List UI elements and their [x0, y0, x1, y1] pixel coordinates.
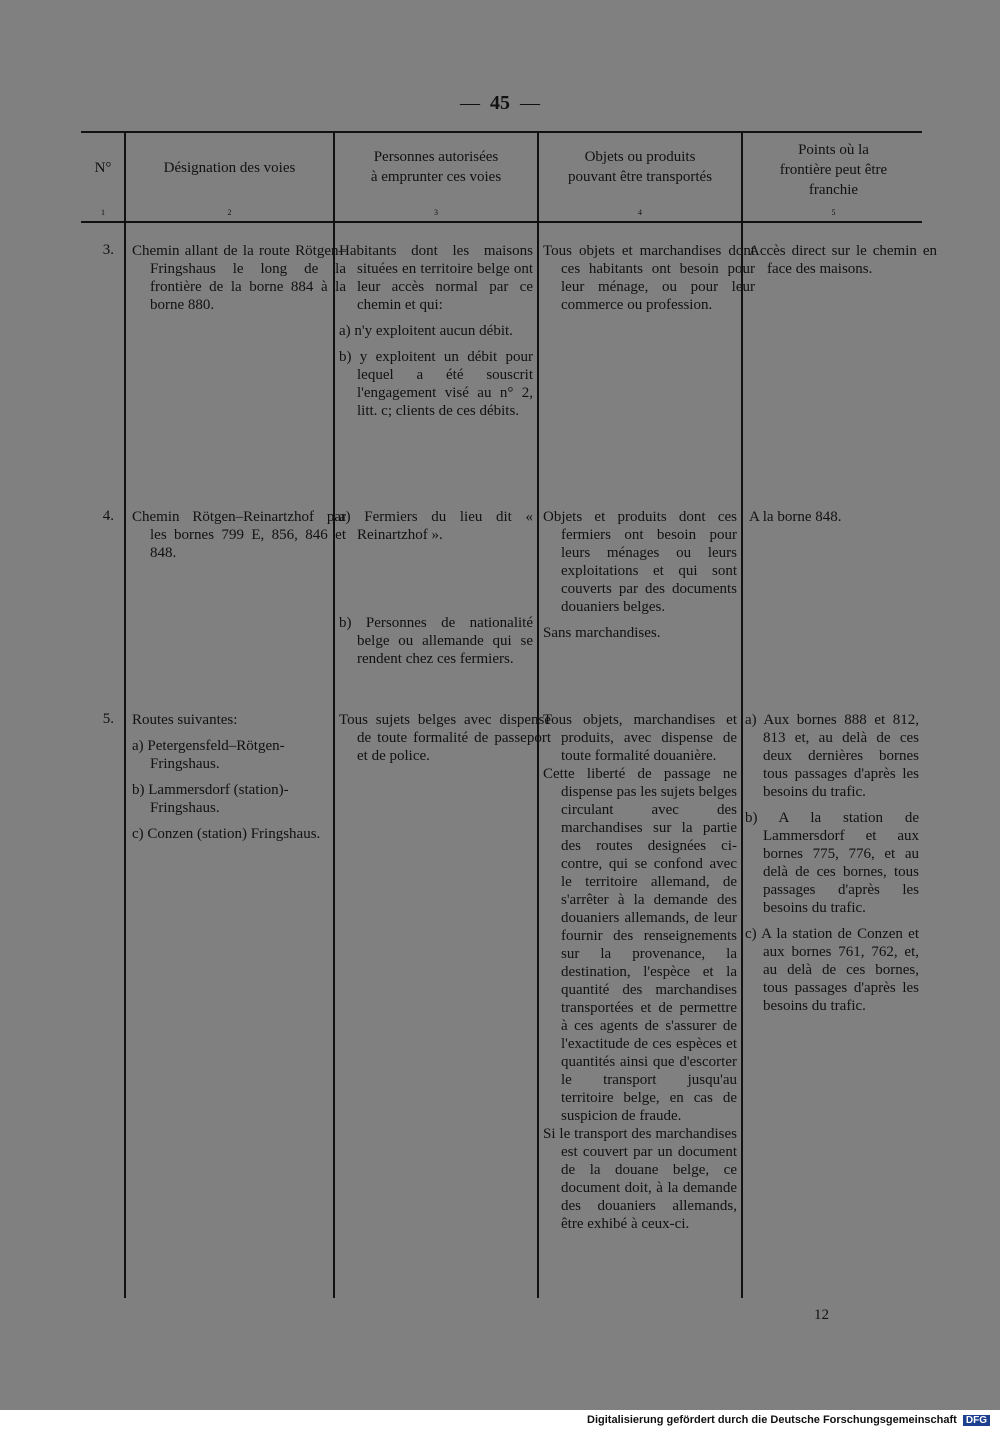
column-number: 2	[227, 208, 232, 217]
authorized-persons: Tous sujets belges avec dispense de toute formalité de passeport et de police.	[339, 712, 551, 764]
table-top-rule	[81, 131, 922, 133]
column-number: 5	[831, 208, 836, 217]
column-number: 4	[638, 208, 642, 217]
authorized-persons: Habitants dont les maisons situées en territoire belge ont leur accès normal par ce chemin et qui: a) n'y exploitent aucun débit. b) y exploitent un débit pour lequel a été souscrit l'engagement visé au n° 2, litt. c; clients de ces débits.	[339, 243, 533, 419]
page-number: — 45 —	[460, 92, 540, 114]
digitization-credit: Digitalisierung gefördert durch die Deutsche Forschungsgemeinschaft DFG	[587, 1414, 990, 1426]
row-number: 5.	[102, 711, 114, 727]
authorized-persons: a) Fermiers du lieu dit « Reinartzhof ». b) Personnes de nationalité belge ou allemande qui se rendent chez ces fermiers.	[339, 509, 533, 667]
header-bottom-rule	[81, 221, 922, 223]
column-divider	[124, 133, 126, 1298]
transportable-objects: Objets et produits dont ces fermiers ont besoin pour leurs ménages ou leurs exploitations et qui sont couverts par des documents douaniers belges. Sans marchandises.	[543, 509, 737, 641]
header-persons: Personnes autorisées à emprunter ces voies	[370, 149, 502, 185]
route-designation: Chemin Rötgen–Reinartzhof par les bornes 799 E, 856, 846 et 848.	[132, 509, 346, 561]
header-number: N°	[94, 160, 112, 176]
signature-number: 12	[814, 1307, 829, 1323]
transportable-objects: Tous objets, marchandises et produits, avec dispense de toute formalité douanière. Cette liberté de passage ne dispense pas les sujets belges circulant avec des marchandises sur la partie des routes designées ci-contre, qui se confond avec le territoire allemand, de s'arrêter à la demande des douaniers allemands, de leur fournir des renseignements sur la provenance, la destination, l'espèce et la quantité des marchandises transportées et de permettre à ces agents de s'assurer de l'exactitude de ces espèces et quantités ainsi que d'escorter le transport jusqu'au territoire belge, en cas de suspicion de fraude. Si le transport des marchandises est couvert par un document de la douane belge, ce document doit, à la demande des douaniers allemands, être exhibé à ceux-ci.	[543, 712, 737, 1232]
header-points: Points où la frontière peut être franchie	[779, 142, 888, 198]
header-objects: Objets ou produits pouvant être transportés	[567, 149, 713, 185]
transportable-objects: Tous objets et marchandises dont ces habitants ont besoin pour leur ménage, ou pour leur commerce ou profession.	[543, 243, 755, 313]
row-number: 3.	[102, 242, 114, 258]
dfg-logo: DFG	[963, 1415, 990, 1426]
crossing-points: Accès direct sur le chemin en face des maisons.	[749, 243, 937, 277]
route-designation: Chemin allant de la route Rötgen–Fringshaus le long de la frontière de la borne 884 à la borne 880.	[132, 243, 346, 313]
crossing-points: a) Aux bornes 888 et 812, 813 et, au delà de ces deux dernières bornes tous passages d'après les besoins du trafic. b) A la station de Lammersdorf et aux bornes 775, 776, et au delà de ces bornes, tous passages d'après les besoins du trafic. c) A la station de Conzen et aux bornes 761, 762, et, au delà de ces bornes, tous passages d'après les besoins du trafic.	[745, 712, 919, 1014]
row-number: 4.	[102, 508, 114, 524]
column-number: 3	[434, 208, 438, 217]
column-number: 1	[101, 208, 105, 217]
header-designation: Désignation des voies	[163, 160, 296, 176]
route-designation: Routes suivantes: a) Petergensfeld–Rötgen-Fringshaus. b) Lammersdorf (station)-Fringshaus. c) Conzen (station) Fringshaus.	[132, 712, 321, 842]
crossing-points: A la borne 848.	[749, 509, 842, 525]
